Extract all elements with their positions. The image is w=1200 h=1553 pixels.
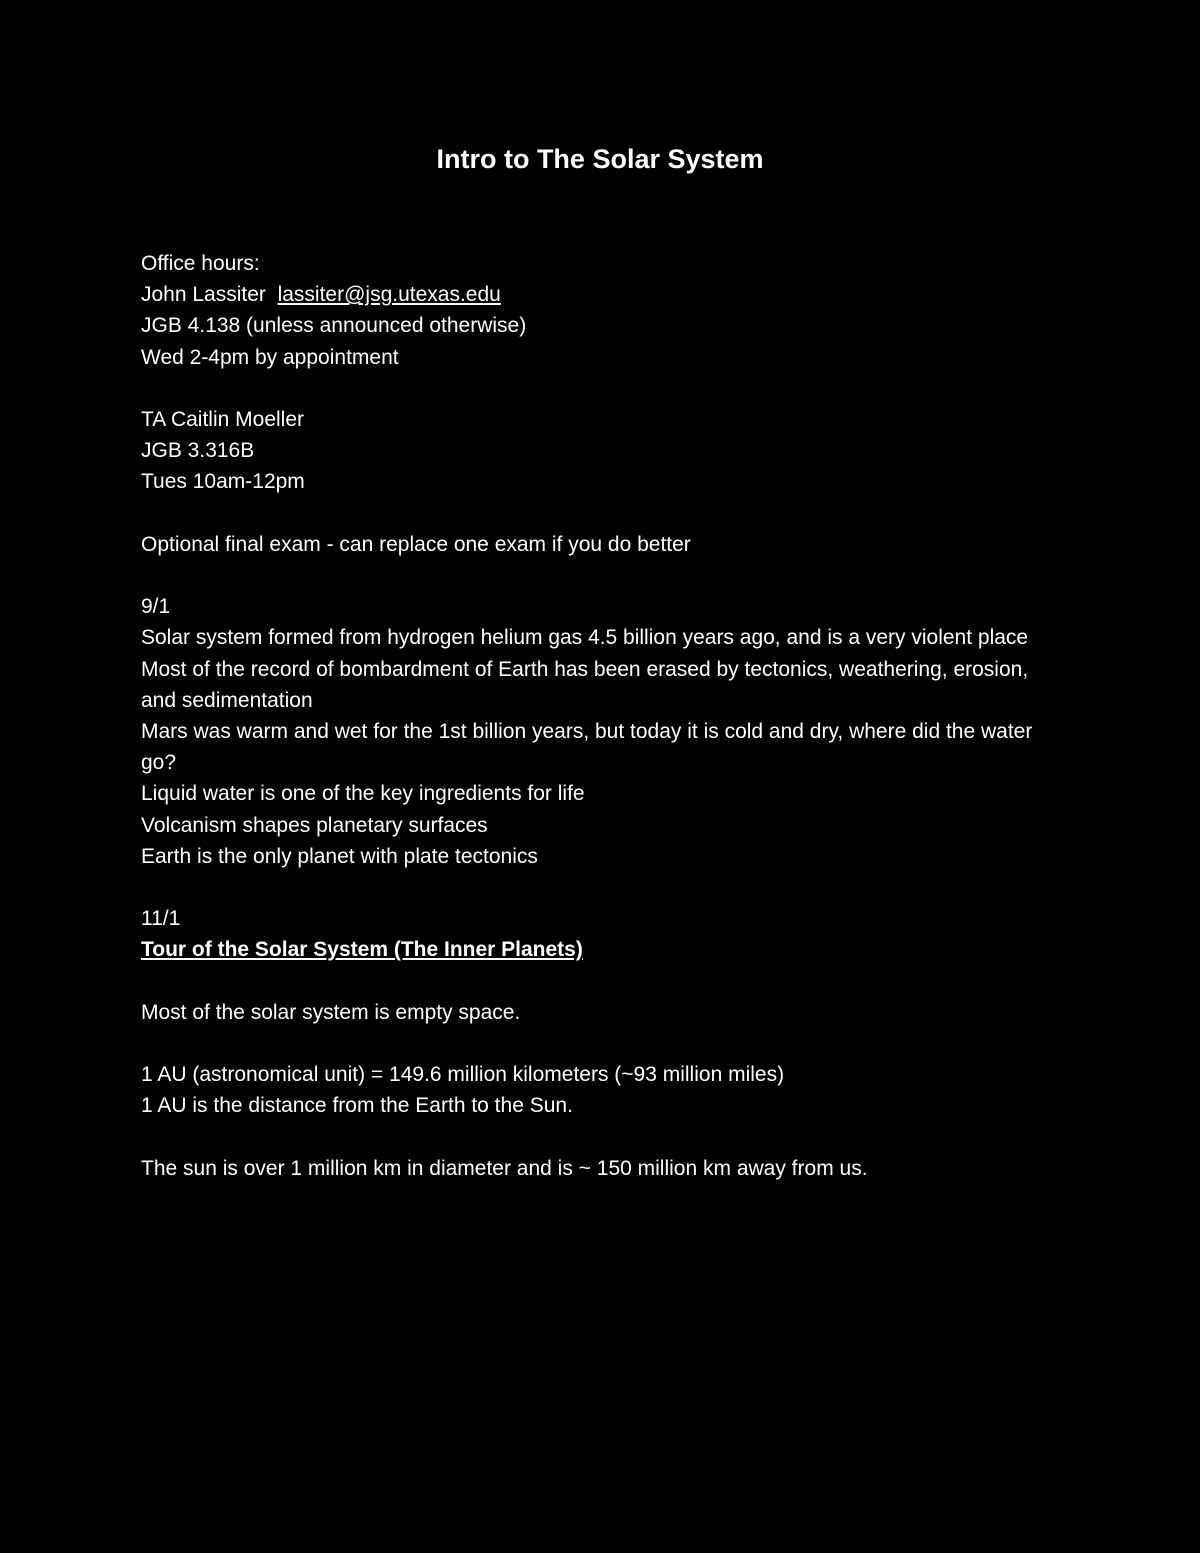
instructor-room: JGB 4.138 (unless announced otherwise) <box>141 314 527 338</box>
section-1-point: Liquid water is one of the key ingredients for life <box>141 782 585 806</box>
sun-note: The sun is over 1 million km in diameter and is ~ 150 million km away from us. <box>141 1156 868 1180</box>
spacer <box>141 966 1056 997</box>
spacer <box>141 1028 1056 1059</box>
section-1-point: Most of the record of bombardment of Earth has been erased by tectonics, weathering, erosion, and sedimentation <box>141 657 1029 712</box>
section-2-heading: Tour of the Solar System (The Inner Planets) <box>141 938 583 962</box>
section-1-point: Mars was warm and wet for the 1st billion years, but today it is cold and dry, where did the water go? <box>141 720 1033 775</box>
au-definition: 1 AU (astronomical unit) = 149.6 million kilometers (~93 million miles) <box>141 1063 785 1087</box>
section-2-date: 11/1 <box>141 907 181 931</box>
ta-time: Tues 10am-12pm <box>141 470 305 494</box>
space-note: Most of the solar system is empty space. <box>141 1000 521 1024</box>
office-hours-label: Office hours: <box>141 252 260 275</box>
instructor-name: John Lassiter <box>141 283 266 307</box>
au-distance: 1 AU is the distance from the Earth to the Sun. <box>141 1094 573 1118</box>
section-1-point: Solar system formed from hydrogen helium gas 4.5 billion years ago, and is a very violent place <box>141 626 1029 650</box>
spacer <box>141 560 1056 591</box>
document-body <box>141 248 1056 1184</box>
ta-name: TA Caitlin Moeller <box>141 408 304 431</box>
instructor-email-link[interactable]: lassiter@jsg.utexas.edu <box>277 283 501 307</box>
ta-room: JGB 3.316B <box>141 439 255 463</box>
spacer <box>141 1122 1056 1153</box>
document-title: Intro to The Solar System <box>436 144 764 174</box>
instructor-time: Wed 2-4pm by appointment <box>141 345 399 369</box>
instructor-line <box>141 279 1056 310</box>
section-1-point: Volcanism shapes planetary surfaces <box>141 813 488 837</box>
spacer <box>141 498 1056 529</box>
spacer <box>141 373 1056 404</box>
section-1-date: 9/1 <box>141 595 171 619</box>
spacer <box>141 872 1056 903</box>
section-1-point: Earth is the only planet with plate tectonics <box>141 844 538 868</box>
exam-note: Optional final exam - can replace one exam if you do better <box>141 532 691 556</box>
